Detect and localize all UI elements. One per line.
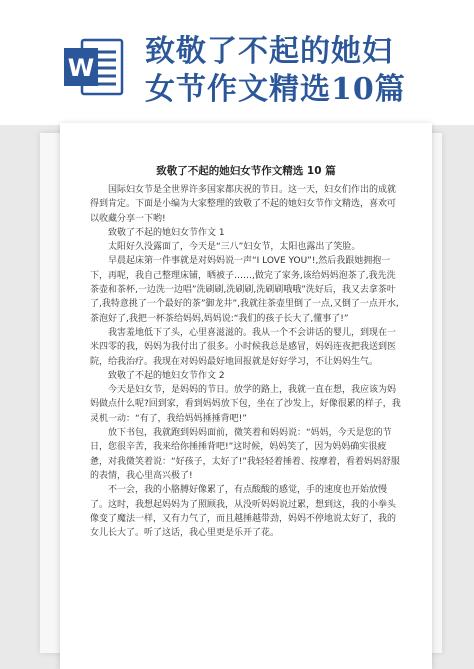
document-page (60, 123, 432, 669)
paragraph: 今天是妇女节，是妈妈的节日。放学的路上，我就一直在想，我应该为妈妈做点什么呢?回到家，看到妈妈放下包，坐在了沙发上，好像很累的样子，我灵机一动：“有了，我给妈妈捶捶背吧!” (90, 385, 401, 424)
header (0, 0, 474, 120)
paragraph: 早晨起床第一件事就是对妈妈说一声“I LOVE YOU”!,然后我跟她拥抱一下，再呢，我自己整理床铺，晒被子……,做完了家务,该给妈妈泡茶了,我先洗茶壶和茶杯,一边洗一边唱”洗刷刷,洗刷刷,洗刷刷哦哦”洗好后，我又去拿茶叶了,我特意挑了一个最好的茶”御龙井”,我就往茶壶里倒了一点,又倒了一点开水,茶泡好了,我把一杯茶给妈妈,妈妈说:“我们的孩子长大了,懂事了!” (90, 256, 399, 324)
svg-text:W: W (67, 54, 95, 82)
paragraph-intro: 国际妇女节是全世界许多国家都庆祝的节日。这一天，妇女们作出的成就得到肯定。下面是小编为大家整理的致敬了不起的她妇女节作文精选，喜欢可以收藏分享一下哟! (90, 185, 397, 224)
document-body (90, 183, 402, 540)
word-doc-icon (62, 36, 124, 98)
page-title-line-1: 致敬了不起的她妇 (145, 34, 393, 69)
section-heading-1: 致敬了不起的她妇女节作文 1 (108, 227, 225, 238)
page-title-line-2: 女节作文精选10篇 (145, 72, 406, 107)
paragraph: 不一会，我的小胳膊好像累了，有点酸酸的感觉，手的速度也开始放慢了。这时，我想起妈妈为了照顾我，从没听妈妈说过累，想到这，我的小拳头像变了魔法一样，又有力气了，而且越捶越带劲，妈妈不停地说太好了，我的女儿长大了。听了这话，我心里更是乐开了花。 (90, 485, 397, 539)
document-title: 致敬了不起的她妇女节作文精选 10 篇 (156, 165, 336, 177)
paragraph: 太阳好久没露面了，今天是“三八”妇女节，太阳也露出了笑脸。 (108, 242, 361, 253)
paragraph: 我害羞地低下了头，心里喜滋滋的。我从一个不会讲话的婴儿，到现在一米四零的我，妈妈为我付出了很多。小时候我总是感冒，妈妈连夜把我送到医院，给我治疗。我现在对妈妈最好地回报就是好好学习，不让妈妈生气。 (90, 327, 397, 367)
paragraph: 放下书包，我就跑到妈妈面前，微笑着和妈妈说：“妈妈，今天是您的节日，您很辛苦，我来给你捶捶背吧!”这时候，妈妈笑了，因为妈妈确实很疲惫，对我微笑着说：“好孩子，太好了!”我轻轻着捶着、按摩着，看着妈妈舒服的表情，我心里高兴极了! (90, 428, 400, 481)
section-heading-2: 致敬了不起的她妇女节作文 2 (108, 370, 225, 381)
